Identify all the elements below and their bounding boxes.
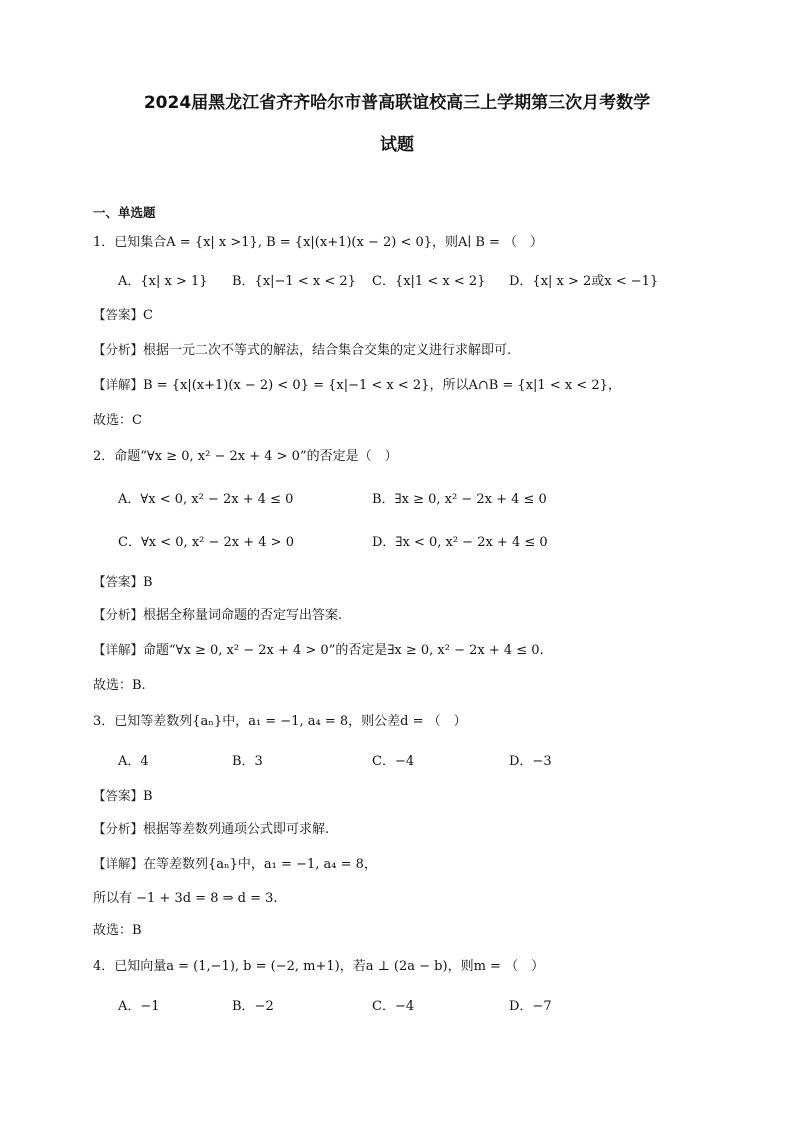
q2-option-c: C．∀x < 0, x² − 2x + 4 > 0 bbox=[118, 535, 294, 550]
q2-detail: 命题“∀x ≥ 0, x² − 2x + 4 > 0”的否定是∃x ≥ 0, x² − 2x + 4 ≤ 0. bbox=[143, 643, 544, 658]
q1-option-c: C．{x|1 < x < 2} bbox=[372, 274, 486, 289]
q1-analysis-line bbox=[93, 341, 511, 360]
doc-title-line-1: 2024届黑龙江省齐齐哈尔市普高联谊校高三上学期第三次月考数学 bbox=[143, 93, 651, 113]
q3-option-a: A．4 bbox=[118, 754, 149, 769]
q1-option-d: D．{x| x > 2或x < −1} bbox=[509, 274, 659, 289]
q1-answer: C bbox=[143, 308, 153, 323]
q3-choose: 故选：B bbox=[93, 923, 142, 938]
analysis-tag: 【分析】 bbox=[93, 342, 144, 357]
q3-answer: B bbox=[143, 789, 153, 804]
doc-title-line-2: 试题 bbox=[380, 135, 414, 155]
q4-option-d: D．−7 bbox=[509, 999, 552, 1014]
q3-extra: 所以有 −1 + 3d = 8 ⇒ d = 3. bbox=[93, 891, 278, 906]
q3-detail: 在等差数列{aₙ}中，a₁ = −1, a₄ = 8， bbox=[143, 857, 377, 872]
analysis-tag: 【分析】 bbox=[93, 607, 144, 622]
q1-choose: 故选：C bbox=[93, 413, 142, 428]
answer-tag: 【答案】 bbox=[93, 788, 144, 803]
q2-choose: 故选：B. bbox=[93, 678, 146, 693]
q1-detail-line bbox=[93, 376, 621, 395]
q3-analysis-line bbox=[93, 820, 329, 839]
q1-stem: 1．已知集合A = {x| x >1}, B = {x|(x+1)(x − 2) < 0}，则A∣ B = （ ） bbox=[93, 235, 544, 250]
q3-answer-line bbox=[93, 787, 153, 806]
q1-option-b: B．{x|−1 < x < 2} bbox=[232, 274, 356, 289]
q3-option-d: D．−3 bbox=[509, 754, 552, 769]
q4-option-c: C．−4 bbox=[372, 999, 415, 1014]
q2-option-d: D．∃x < 0, x² − 2x + 4 ≤ 0 bbox=[372, 535, 548, 550]
answer-tag: 【答案】 bbox=[93, 307, 144, 322]
detail-tag: 【详解】 bbox=[93, 856, 144, 871]
q2-detail-line bbox=[93, 641, 544, 660]
q2-analysis: 根据全称量词命题的否定写出答案. bbox=[143, 608, 343, 623]
q3-analysis: 根据等差数列通项公式即可求解. bbox=[143, 822, 330, 837]
q2-analysis-line bbox=[93, 606, 342, 625]
q2-option-b: B．∃x ≥ 0, x² − 2x + 4 ≤ 0 bbox=[372, 492, 547, 507]
analysis-tag: 【分析】 bbox=[93, 821, 144, 836]
q3-option-b: B．3 bbox=[232, 754, 263, 769]
q2-option-a: A．∀x < 0, x² − 2x + 4 ≤ 0 bbox=[118, 492, 294, 507]
q1-analysis: 根据一元二次不等式的解法，结合集合交集的定义进行求解即可. bbox=[143, 343, 512, 358]
q3-stem: 3．已知等差数列{aₙ}中，a₁ = −1, a₄ = 8，则公差d = （ ） bbox=[93, 714, 467, 729]
q1-detail: B = {x|(x+1)(x − 2) < 0} = {x|−1 < x < 2}，所以A∩B = {x|1 < x < 2}， bbox=[143, 378, 621, 393]
q1-answer-line bbox=[93, 306, 153, 325]
q4-stem: 4．已知向量a = (1,−1), b = (−2, m+1)，若a ⊥ (2a − b)，则m = （ ） bbox=[93, 959, 545, 974]
q4-option-b: B．−2 bbox=[232, 999, 274, 1014]
q2-stem: 2．命题“∀x ≥ 0, x² − 2x + 4 > 0”的否定是（ ） bbox=[93, 449, 398, 464]
q1-option-a: A．{x| x > 1} bbox=[118, 274, 208, 289]
q2-answer: B bbox=[143, 575, 153, 590]
detail-tag: 【详解】 bbox=[93, 377, 144, 392]
section-heading: 一、单选题 bbox=[93, 205, 156, 220]
detail-tag: 【详解】 bbox=[93, 642, 144, 657]
answer-tag: 【答案】 bbox=[93, 574, 144, 589]
q4-option-a: A．−1 bbox=[118, 999, 160, 1014]
q3-detail-line bbox=[93, 855, 377, 874]
q2-answer-line bbox=[93, 573, 153, 592]
q3-option-c: C．−4 bbox=[372, 754, 415, 769]
